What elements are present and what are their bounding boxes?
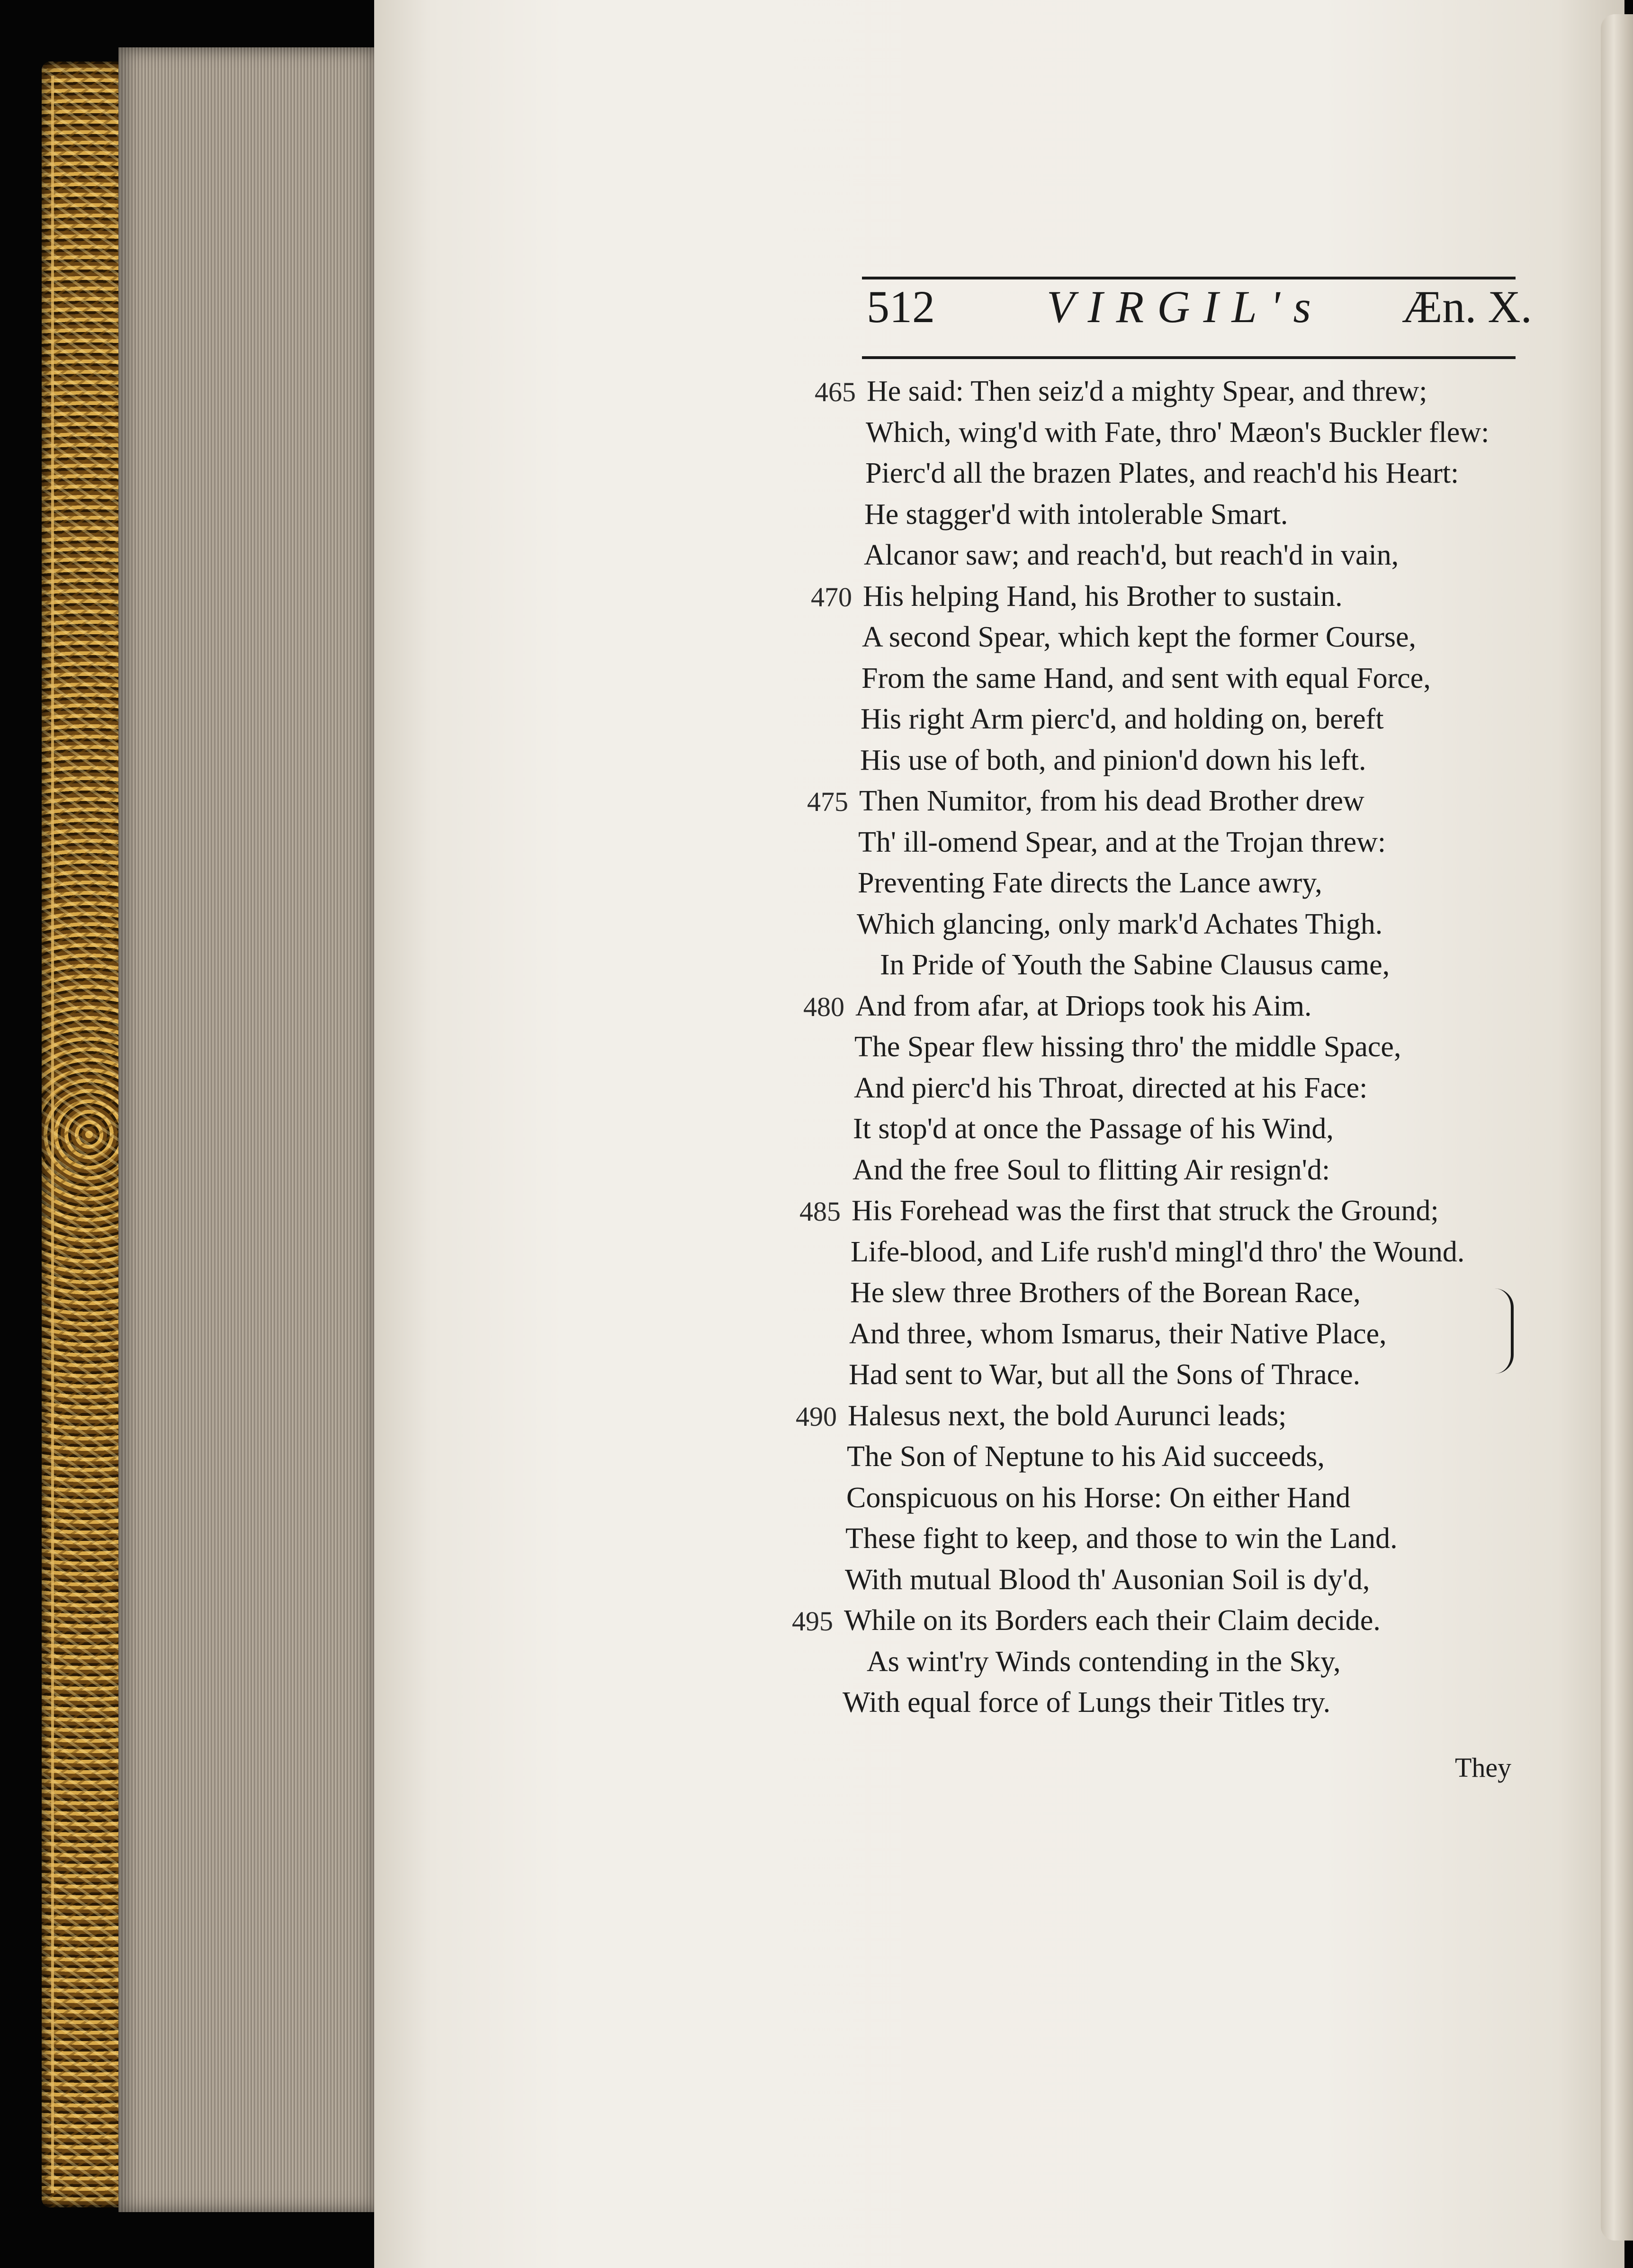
verse-text: He stagger'd with intolerable Smart. xyxy=(864,498,1288,531)
verse-text: Then Numitor, from his dead Brother drew xyxy=(859,785,1364,817)
page-edges xyxy=(118,47,384,2212)
line-number: 475 xyxy=(807,786,848,817)
verse-text: His use of both, and pinion'd down his left. xyxy=(860,744,1366,776)
book-reference: Æn. X. xyxy=(1402,281,1532,332)
verse-text: With equal force of Lungs their Titles try. xyxy=(843,1686,1331,1719)
verse-text: A second Spear, which kept the former Course, xyxy=(862,621,1417,653)
triplet-brace xyxy=(1492,1288,1514,1374)
verse-text: The Son of Neptune to his Aid succeeds, xyxy=(847,1440,1325,1473)
verse-text: From the same Hand, and sent with equal Force, xyxy=(861,662,1431,694)
line-number: 480 xyxy=(803,991,844,1022)
verse-text: Life-blood, and Life rush'd mingl'd thro' the Wound. xyxy=(851,1235,1465,1268)
line-number: 495 xyxy=(792,1606,833,1637)
verse-text: As wint'ry Winds contending in the Sky, xyxy=(867,1645,1341,1678)
verse-text: The Spear flew hissing thro' the middle Space, xyxy=(854,1031,1401,1063)
verse-text: Halesus next, the bold Aurunci leads; xyxy=(848,1399,1287,1432)
page-number: 512 xyxy=(867,281,935,332)
next-page-edge xyxy=(1601,14,1633,2241)
line-number: 470 xyxy=(811,581,852,612)
verse-text: Preventing Fate directs the Lance awry, xyxy=(858,867,1322,899)
verse-text: It stop'd at once the Passage of his Wind, xyxy=(853,1113,1334,1145)
verse-text: Alcanor saw; and reach'd, but reach'd in vain, xyxy=(864,539,1399,571)
verse-text: His Forehead was the first that struck the Ground; xyxy=(852,1195,1439,1227)
verse-text: Which glancing, only mark'd Achates Thigh. xyxy=(857,908,1383,940)
verse-text: Pierc'd all the brazen Plates, and reach'd his Heart: xyxy=(865,457,1459,489)
verse-text: In Pride of Youth the Sabine Clausus came, xyxy=(880,949,1390,981)
verse-text: Th' ill-omend Spear, and at the Trojan threw: xyxy=(858,826,1386,858)
header-rule-top xyxy=(862,277,1516,279)
verse-text: And pierc'd his Throat, directed at his Face: xyxy=(854,1071,1368,1104)
running-title: VIRGIL's xyxy=(1047,281,1324,332)
cover-gilt-line xyxy=(51,76,54,2193)
verse-text: And three, whom Ismarus, their Native Place, xyxy=(849,1317,1387,1350)
header-rule-bottom xyxy=(862,356,1516,359)
line-number: 490 xyxy=(796,1401,837,1432)
line-number: 485 xyxy=(799,1196,841,1227)
catchword: They xyxy=(1455,1752,1512,1783)
line-number: 465 xyxy=(815,377,856,407)
verse-text: And the free Soul to flitting Air resign'd: xyxy=(852,1153,1330,1186)
verse-text: His helping Hand, his Brother to sustain. xyxy=(863,580,1343,612)
verse-text: Conspicuous on his Horse: On either Hand xyxy=(846,1481,1351,1514)
verse-text: His right Arm pierc'd, and holding on, bereft xyxy=(861,703,1384,735)
verse-text: He slew three Brothers of the Borean Race, xyxy=(850,1277,1361,1309)
verse-text: And from afar, at Driops took his Aim. xyxy=(855,990,1312,1022)
verse-text: While on its Borders each their Claim decide. xyxy=(844,1604,1381,1637)
verse-text: These fight to keep, and those to win the Land. xyxy=(845,1522,1398,1555)
verse-text: Which, wing'd with Fate, thro' Mæon's Buckler flew: xyxy=(866,416,1489,449)
verse-text: Had sent to War, but all the Sons of Thrace. xyxy=(849,1359,1361,1391)
verse-text: He said: Then seiz'd a mighty Spear, and threw; xyxy=(867,375,1427,407)
verse-text: With mutual Blood th' Ausonian Soil is dy'd, xyxy=(845,1563,1370,1596)
